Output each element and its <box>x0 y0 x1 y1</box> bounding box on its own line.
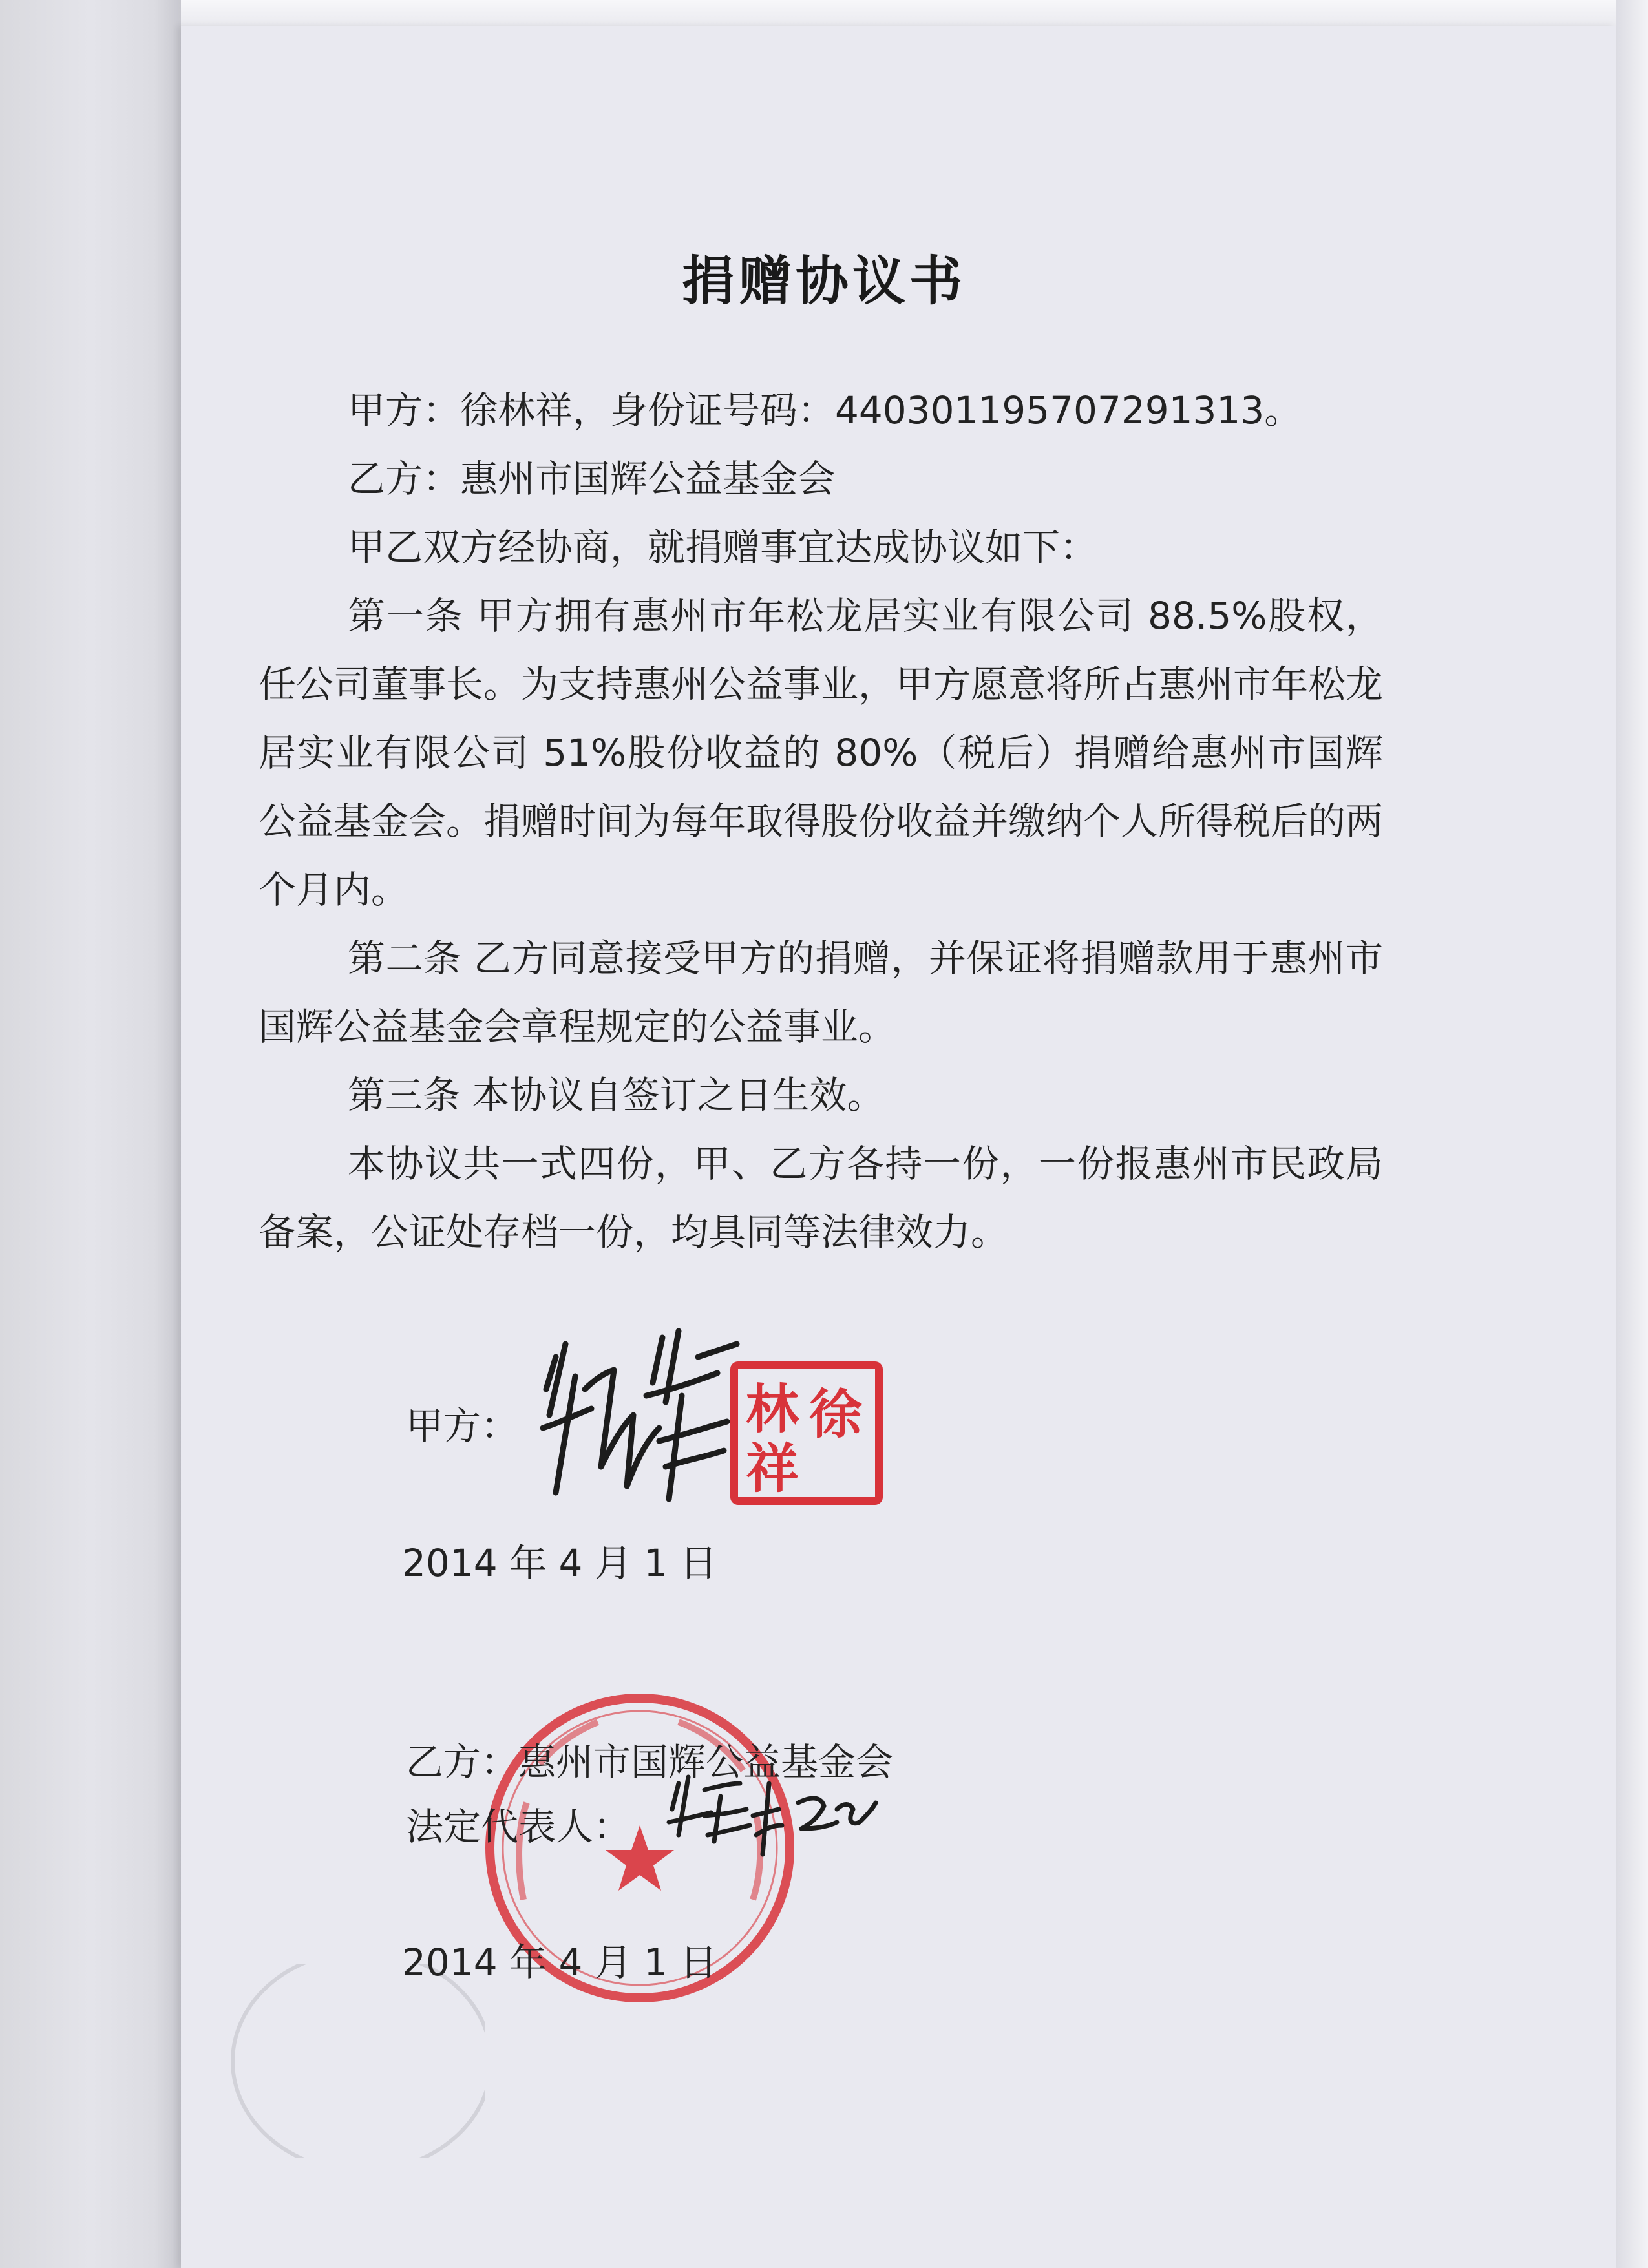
seal-char-xiang: 祥 <box>746 1438 799 1500</box>
party-a-handwritten-signature <box>530 1318 743 1512</box>
legal-representative-signature <box>659 1764 892 1861</box>
party-a-sign-label: 甲方： <box>406 1404 519 1448</box>
faint-embossed-stamp <box>213 1964 485 2158</box>
party-a-personal-seal <box>729 1360 884 1506</box>
seal-char-xu: 徐 <box>809 1383 863 1445</box>
binding-fold <box>0 0 181 2268</box>
party-b-date: 2014 年 4 月 1 日 <box>402 1940 717 1984</box>
party-b-line: 乙方：惠州市国辉公益基金会 <box>348 457 836 501</box>
copies-clause: 本协议共一式四份，甲、乙方各持一份，一份报惠州市民政局备案，公证处存档一份，均具同等法律效力。 <box>259 1142 1383 1254</box>
document-title: 捐赠协议书 <box>681 251 966 312</box>
legal-representative-label: 法定代表人： <box>406 1805 631 1849</box>
agreement-intro: 甲乙双方经协商，就捐赠事宜达成协议如下： <box>348 525 1098 569</box>
top-paper-edge <box>181 0 1648 26</box>
article-one: 第一条 甲方拥有惠州市年松龙居实业有限公司 88.5%股权，任公司董事长。为支持惠州公益事业，甲方愿意将所占惠州市年松龙居实业有限公司 51%股份收益的 80%（税后）捐赠给惠州市国辉公益基金会。捐赠时间为每年取得股份收益并缴纳个人所得税后的两个月内。 <box>259 594 1384 912</box>
right-paper-edge <box>1616 0 1648 2268</box>
seal-char-lin: 林 <box>746 1378 799 1440</box>
party-b-sign-label: 乙方：惠州市国辉公益基金会 <box>406 1740 894 1784</box>
party-a-line: 甲方：徐林祥，身份证号码：440301195707291313。 <box>348 388 1302 432</box>
article-three: 第三条 本协议自签订之日生效。 <box>348 1073 885 1117</box>
article-two: 第二条 乙方同意接受甲方的捐赠，并保证将捐赠款用于惠州市国辉公益基金会章程规定的公益事业。 <box>259 936 1383 1049</box>
party-a-date: 2014 年 4 月 1 日 <box>402 1541 717 1585</box>
document-body <box>259 376 1383 1266</box>
